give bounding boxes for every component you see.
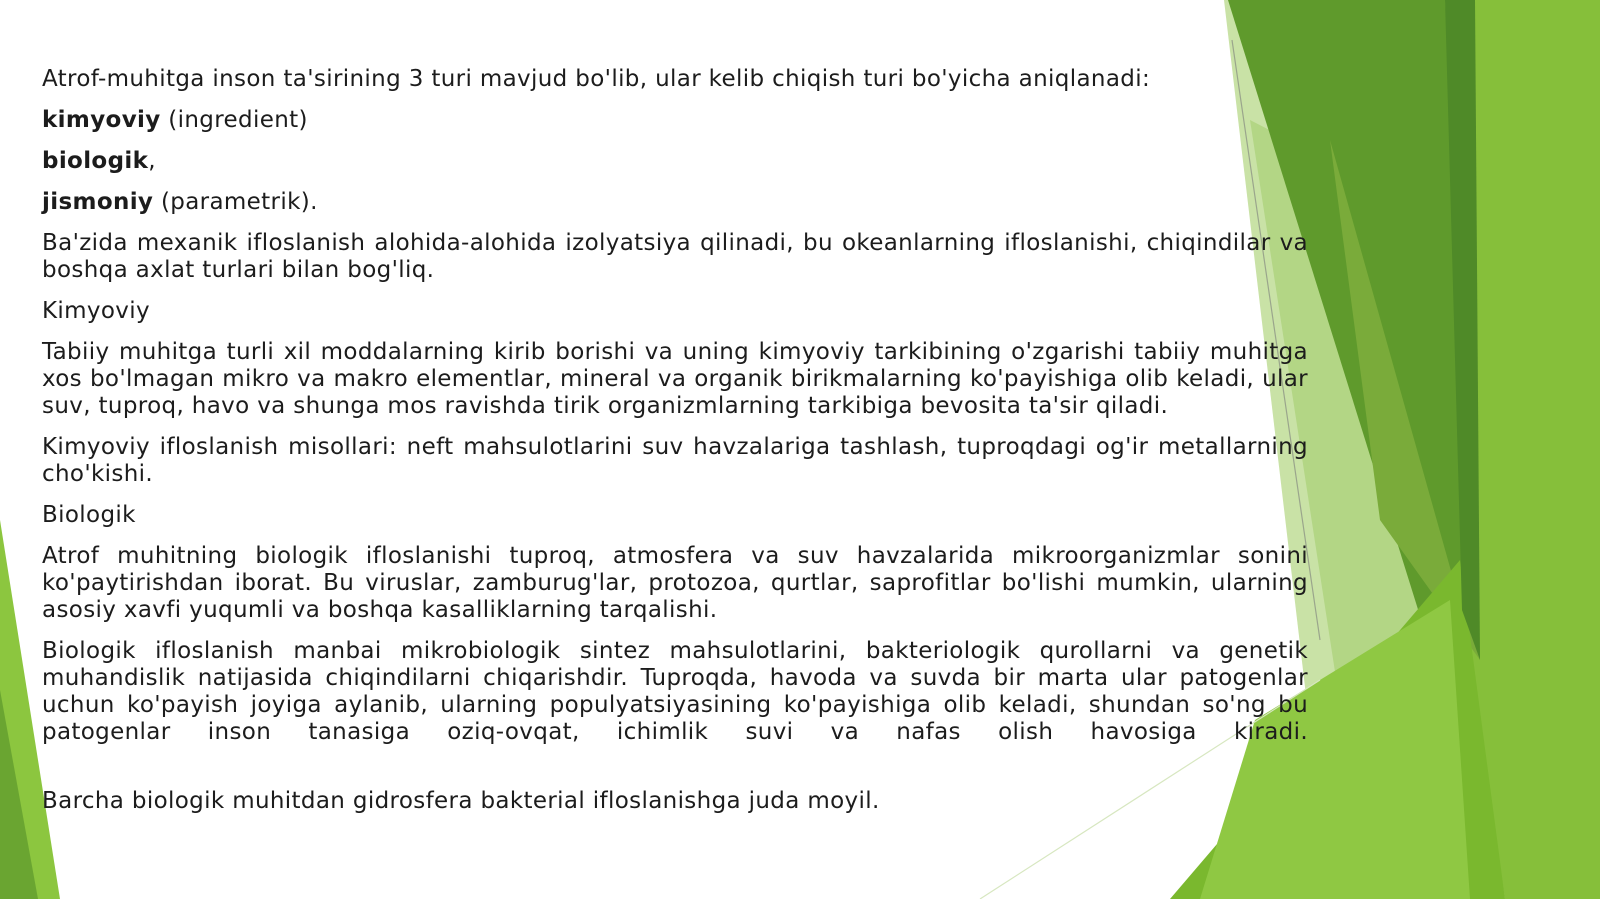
- type-note: (ingredient): [160, 107, 308, 133]
- chemical-description-paragraph: Tabiiy muhitga turli xil moddalarning kirib borishi va uning kimyoviy tarkibining o'zgarishi tabiiy muhitga xos bo'lmagan mikro va makro elementlar, mineral va organik birikmalarning ko'payishiga olib keladi, ular suv, tuproq, havo va shunga mos ravishda tirik organizmlarning tarkibiga bevosita ta'sir qiladi.: [42, 339, 1308, 419]
- type-note: ,: [148, 148, 156, 174]
- slide-body: [42, 66, 1308, 829]
- type-term: jismoniy: [42, 189, 154, 215]
- type-term: kimyoviy: [42, 107, 161, 133]
- type-term: biologik: [42, 148, 149, 174]
- biological-conclusion-paragraph: Barcha biologik muhitdan gidrosfera bakterial ifloslanishga juda moyil.: [42, 788, 880, 814]
- type-item-physical: [42, 189, 1308, 216]
- type-note: (parametrik).: [153, 189, 318, 215]
- type-item-chemical: [42, 107, 1308, 134]
- intro-paragraph: Atrof-muhitga inson ta'sirining 3 turi mavjud bo'lib, ular kelib chiqish turi bo'yicha aniqlanadi:: [42, 66, 1151, 92]
- biological-description-paragraph: Atrof muhitning biologik ifloslanishi tuproq, atmosfera va suv havzalarida mikroorganizmlar sonini ko'paytirishdan iborat. Bu viruslar, zamburug'lar, protozoa, qurtlar, saprofitlar bo'lishi mumkin, ularning asosiy xavfi yuqumli va boshqa kasalliklarning tarqalishi.: [42, 543, 1308, 623]
- section-heading-biological: Biologik: [42, 502, 136, 528]
- biological-sources-paragraph: Biologik ifloslanish manbai mikrobiologik sintez mahsulotlarini, bakteriologik qurollarni va genetik muhandislik natijasida chiqindilarni chiqarishdir. Tuproqda, havoda va suvda bir marta ular patogenlar uchun ko'payish joyiga aylanib, ularning populyatsiyasining ko'payishiga olib keladi, shundan so'ng bu patogenlar inson tanasiga oziq-ovqat, ichimlik suvi va nafas olish havosiga kiradi.: [42, 638, 1308, 745]
- section-heading-chemical: Kimyoviy: [42, 298, 150, 324]
- mechanical-note-paragraph: Ba'zida mexanik ifloslanish alohida-alohida izolyatsiya qilinadi, bu okeanlarning ifloslanishi, chiqindilar va boshqa axlat turlari bilan bog'liq.: [42, 230, 1308, 283]
- type-item-biological: [42, 148, 1308, 175]
- chemical-examples-paragraph: Kimyoviy ifloslanish misollari: neft mahsulotlarini suv havzalariga tashlash, tuproqdagi og'ir metallarning cho'kishi.: [42, 434, 1308, 487]
